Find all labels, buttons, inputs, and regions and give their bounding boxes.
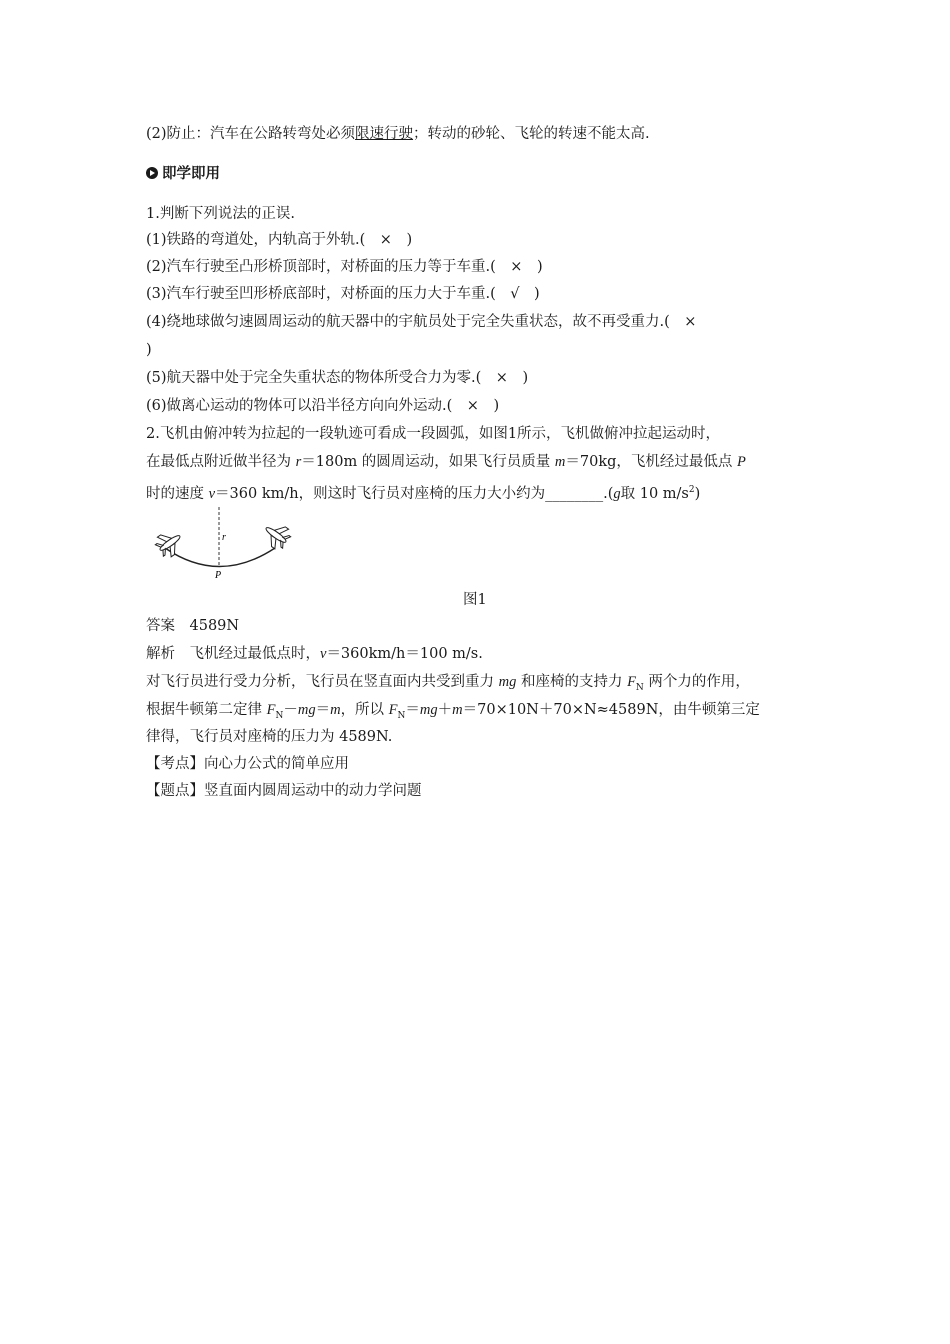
var-mg: mg [297,702,316,718]
q1-item: (1)铁路的弯道处，内轨高于外轨.( × ) [146,232,413,248]
q1-stem: 1.判断下列说法的正误. [146,206,295,222]
var-mg: mg [498,674,517,690]
q1-item: (4)绕地球做匀速圆周运动的航天器中的宇航员处于完全失重状态，故不再受重力.( × [146,314,697,330]
section-heading [146,164,220,184]
superscript: 2 [688,485,695,495]
text: ＝ [315,702,331,718]
text: 解析 飞机经过最低点时， [146,646,320,662]
airplane-right-icon [259,518,293,552]
subscript: N [635,682,644,693]
var-mg: mg [419,702,438,718]
kaodian-tag: 【考点】向心力公式的简单应用 [146,756,349,772]
tidian-tag: 【题点】竖直面内圆周运动中的动力学问题 [146,783,422,799]
subscript: N [275,710,284,721]
prevention-prefix: (2)防止：汽车在公路转弯处必须 [146,126,356,142]
arc-path [165,548,275,567]
var-f: F [388,702,398,718]
text: ＝360 km/h，则这时飞行员对座椅的压力大小约为________.( [215,485,614,502]
text: ＝70kg，飞机经过最低点 [565,454,738,470]
prevention-line [146,124,650,144]
var-g: g [613,485,621,502]
var-f: F [627,674,636,690]
figure-caption: 图1 [463,592,487,608]
text: 根据牛顿第二定律 [146,702,267,718]
text: ＝ [405,702,420,718]
text: 和座椅的支持力 [516,674,628,690]
q1-item: (5)航天器中处于完全失重状态的物体所受合力为零.( × ) [146,370,529,386]
airplane-left-icon [152,526,186,560]
q1-item: (6)做离心运动的物体可以沿半径方向向外运动.( × ) [146,398,500,414]
analysis-line [146,672,750,698]
var-v: v [320,646,327,662]
text: － [283,702,298,718]
text: ＋ [437,702,453,718]
var-m: m [330,702,341,718]
text: 取 10 m/s [620,485,689,502]
var-m: m [554,454,566,470]
q2-line: 2.飞机由俯冲转为拉起的一段轨迹可看成一段圆弧，如图1所示，飞机做俯冲拉起运动时， [146,426,721,442]
q1-item: (2)汽车行驶至凸形桥顶部时，对桥面的压力等于车重.( × ) [146,259,543,275]
subscript: N [397,710,406,721]
text: 时的速度 [146,485,209,502]
var-m: m [452,702,463,718]
text: ＝180m 的圆周运动，如果飞行员质量 [301,454,555,470]
analysis-line [146,700,760,726]
prevention-underlined: 限速行驶 [355,126,414,142]
answer-line [146,616,239,636]
text: ＝70×10N＋70×N≈4589N，由牛顿第三定 [462,702,760,718]
section-title: 即学即用 [162,166,220,182]
q1-item-continuation: ) [146,342,152,358]
text: ，所以 [340,702,389,718]
prevention-suffix: ；转动的砂轮、飞轮的转速不能太高. [413,126,650,142]
q1-item: (3)汽车行驶至凹形桥底部时，对桥面的压力大于车重.( √ ) [146,286,540,302]
answer-value: 4589N [189,618,240,634]
q2-line [146,452,746,472]
text: ) [694,485,701,502]
var-p: P [737,454,746,470]
label-p: P [215,570,222,581]
analysis-line [146,644,483,664]
var-r: r [295,454,302,470]
play-circle-icon [146,167,158,179]
answer-label: 答案 [146,618,175,634]
var-v: v [208,485,216,502]
q2-line [146,480,700,504]
text: 对飞行员进行受力分析，飞行员在竖直面内共受到重力 [146,674,499,690]
var-f: F [266,702,276,718]
analysis-line: 律得，飞行员对座椅的压力为 4589N. [146,729,393,745]
text: ＝360km/h＝100 m/s. [326,646,483,662]
figure-airplane-arc [215,505,438,583]
text: 两个力的作用， [643,674,750,690]
text: 在最低点附近做半径为 [146,454,296,470]
label-r: r [222,532,226,543]
